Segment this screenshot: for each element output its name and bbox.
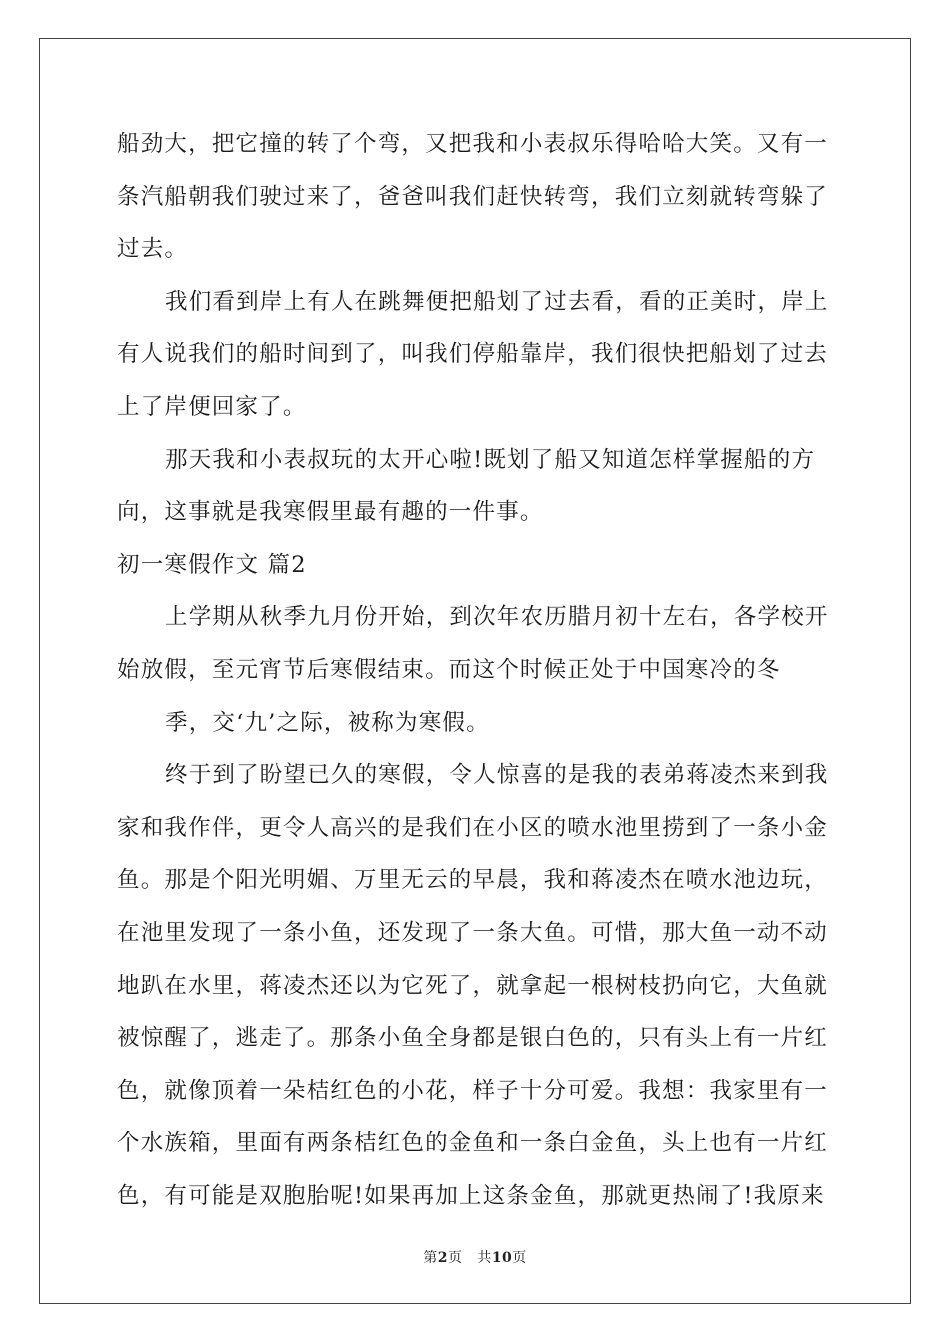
text-line: 个水族箱，里面有两条桔红色的金鱼和一条白金鱼，头上也有一片红 [117, 1130, 829, 1157]
text-line: 色，有可能是双胞胎呢!如果再加上这条金鱼，那就更热闹了!我原来 [117, 1182, 825, 1209]
text-line: 有人说我们的船时间到了，叫我们停船靠岸，我们很快把船划了过去 [117, 341, 829, 368]
text-line: 船劲大，把它撞的转了个弯，又把我和小表叔乐得哈哈大笑。又有一 [117, 131, 829, 157]
text-line: 家和我作伴，更令人高兴的是我们在小区的喷水池里捞到了一条小金 [117, 814, 829, 841]
text-line: 在池里发现了一条小鱼，还发现了一条大鱼。可惜，那大鱼一动不动 [117, 919, 829, 946]
footer-prefix: 第 [423, 1250, 438, 1266]
current-page-number: 2 [437, 1250, 448, 1266]
text-line: 地趴在水里，蒋凌杰还以为它死了，就拿起一根树枝扔向它，大鱼就 [117, 972, 829, 999]
footer-mid: 页 共 [447, 1250, 492, 1266]
total-page-count: 10 [491, 1250, 513, 1266]
page-footer [0, 1247, 950, 1267]
text-line: 过去。 [117, 236, 189, 263]
text-line: 上学期从秋季九月份开始，到次年农历腊月初十左右，各学校开 [165, 604, 829, 631]
text-line: 季，交‘九’之际，被称为寒假。 [165, 709, 490, 736]
footer-suffix: 页 [512, 1250, 527, 1266]
text-line: 条汽船朝我们驶过来了，爸爸叫我们赶快转弯，我们立刻就转弯躲了 [117, 183, 829, 210]
text-line: 那天我和小表叔玩的太开心啦!既划了船又知道怎样掌握船的方 [165, 446, 816, 473]
text-line: 向，这事就是我寒假里最有趣的一件事。 [117, 499, 544, 526]
text-line: 色，就像顶着一朵桔红色的小花，样子十分可爱。我想：我家里有一 [117, 1077, 829, 1104]
section-heading: 初一寒假作文 篇2 [117, 551, 307, 578]
text-line: 始放假，至元宵节后寒假结束。而这个时候正处于中国寒冷的冬 [117, 656, 781, 683]
text-line: 我们看到岸上有人在跳舞便把船划了过去看，看的正美时，岸上 [165, 288, 829, 315]
document-body [117, 124, 833, 1228]
text-line: 终于到了盼望已久的寒假，令人惊喜的是我的表弟蒋凌杰来到我 [165, 762, 829, 789]
text-line: 被惊醒了，逃走了。那条小鱼全身都是银白色的，只有头上有一片红 [117, 1025, 829, 1052]
text-line: 上了岸便回家了。 [117, 393, 307, 420]
text-line: 鱼。那是个阳光明媚、万里无云的早晨，我和蒋凌杰在喷水池边玩， [117, 867, 829, 894]
